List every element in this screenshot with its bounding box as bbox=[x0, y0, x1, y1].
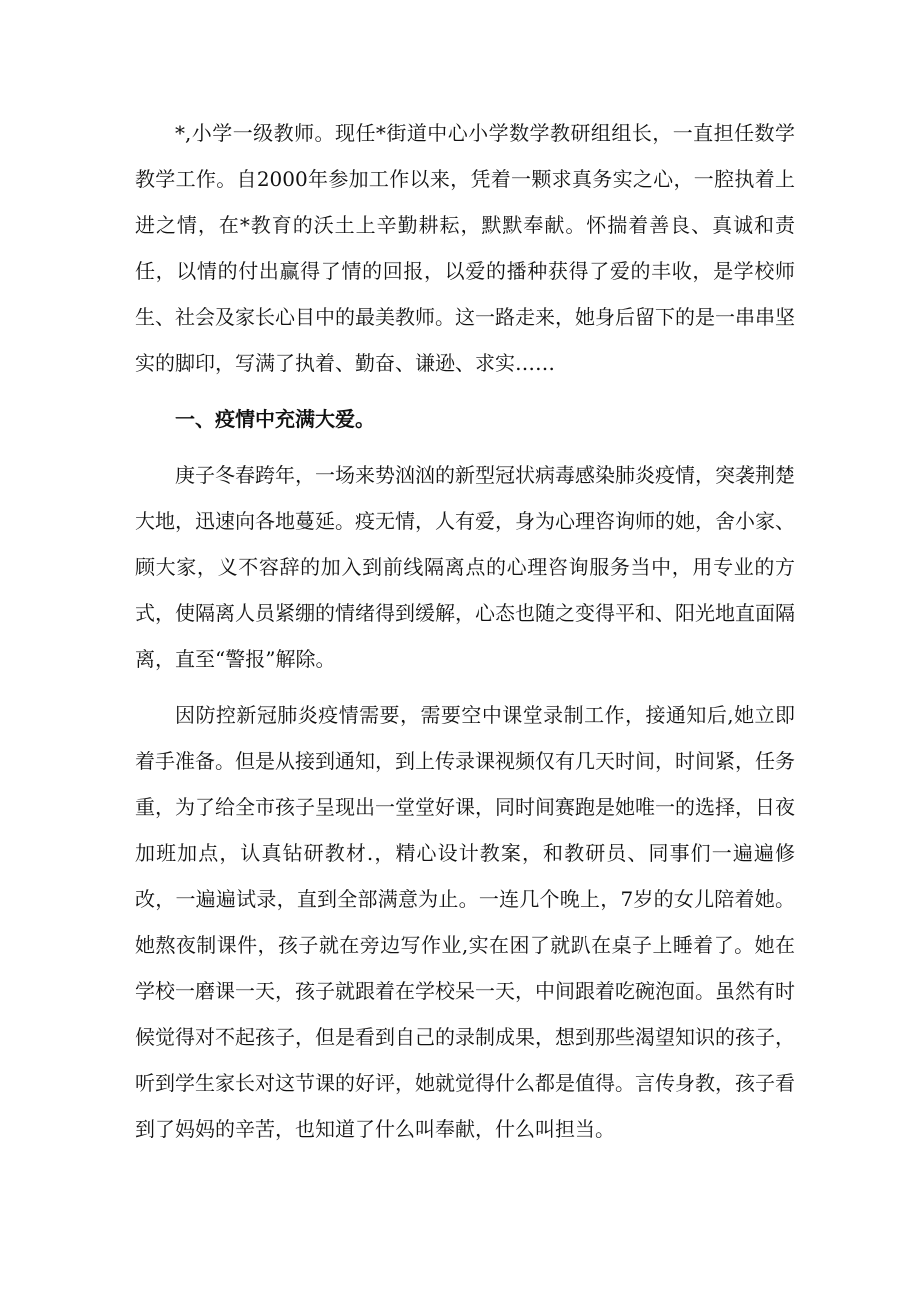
online-class-paragraph: 因防控新冠肺炎疫情需要，需要空中课堂录制工作，接通知后,她立即着手准备。但是从接到通知，到上传录课视频仅有几天时间，时间紧，任务重，为了给全市孩子呈现出一堂堂好课，同时间赛跑是她唯一的选择，日夜加班加点，认真钻研教材.，精心设计教案，和教研员、同事们一遍遍修改，一遍遍试录，直到全部满意为止。一连几个晚上，7岁的女儿陪着她。她熬夜制课件，孩子就在旁边写作业,实在困了就趴在桌子上睡着了。她在学校一磨课一天，孩子就跟着在学校呆一天，中间跟着吃碗泡面。虽然有时候觉得对不起孩子，但是看到自己的录制成果，想到那些渴望知识的孩子，听到学生家长对这节课的好评，她就觉得什么都是值得。言传身教，孩子看到了妈妈的辛苦，也知道了什么叫奉献，什么叫担当。 bbox=[135, 703, 795, 1141]
document-body bbox=[135, 110, 795, 1162]
intro-paragraph: *,小学一级教师。现任*街道中心小学数学教研组组长，一直担任数学教学工作。自2000年参加工作以来，凭着一颗求真务实之心，一腔执着上进之情，在*教育的沃土上辛勤耕耘，默默奉献。怀揣着善良、真诚和责任，以情的付出赢得了情的回报，以爱的播种获得了爱的丰收，是学校师生、社会及家长心目中的最美教师。这一路走来，她身后留下的是一串串坚实的脚印，写满了执着、勤奋、谦逊、求实…… bbox=[135, 121, 795, 375]
section-heading: 一、疫情中充满大爱。 bbox=[175, 407, 375, 431]
epidemic-paragraph: 庚子冬春跨年，一场来势汹汹的新型冠状病毒感染肺炎疫情，突袭荆楚大地，迅速向各地蔓延。疫无情，人有爱，身为心理咨询师的她，舍小家、顾大家，义不容辞的加入到前线隔离点的心理咨询服务当中，用专业的方式，使隔离人员紧绷的情绪得到缓解，心态也随之变得平和、阳光地直面隔离，直至“警报”解除。 bbox=[135, 463, 795, 671]
